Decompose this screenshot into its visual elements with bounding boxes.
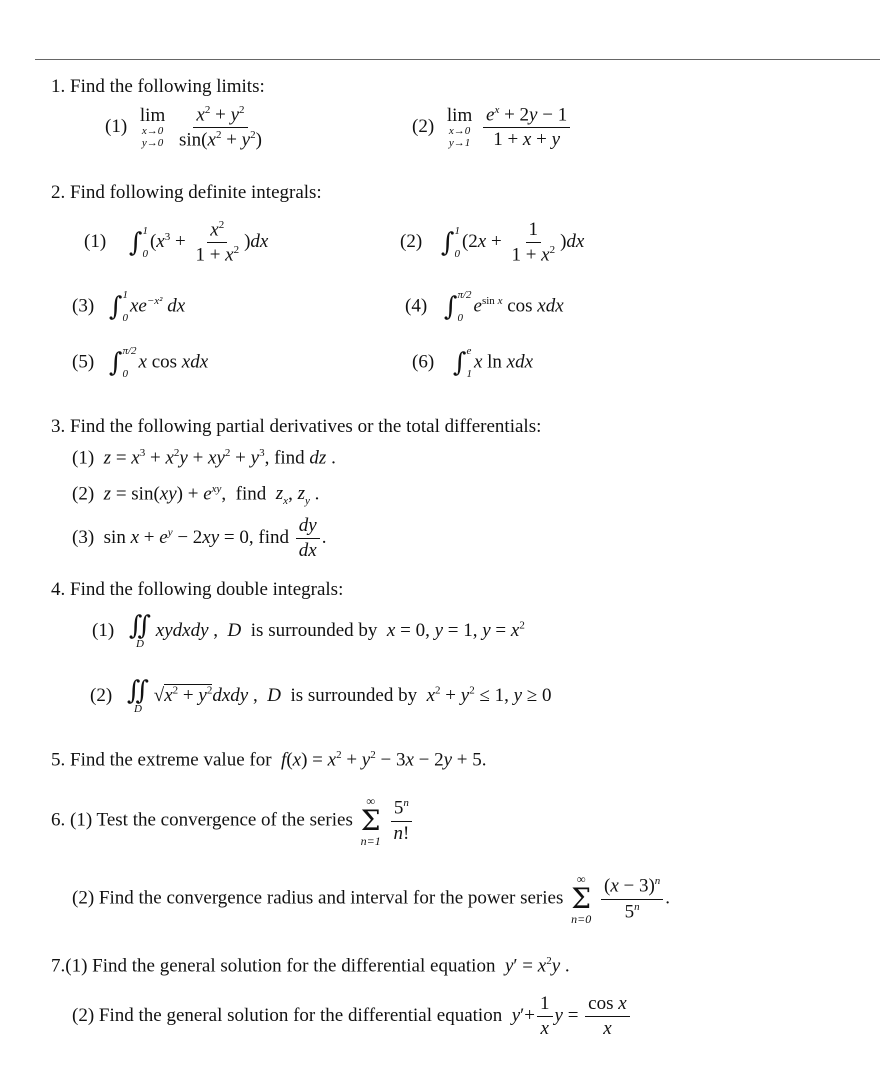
q2-part4: (4) ∫ π/2 0 $e^{sin x}$ cos xdx (405, 289, 564, 324)
q2-part2: (2) ∫ 1 0 (2x + $\frac{1}{1 + x^2}$ )dx (400, 219, 585, 266)
q3-part1: (1) $z = x^3 + x^2y + xy^2 + y^3$, find dz . (72, 447, 336, 469)
q4-p1-label: (1) (92, 619, 115, 641)
q2-p2-label: (2) (400, 230, 423, 252)
q1-part2 (412, 105, 572, 150)
q2-p5-label: (5) (72, 351, 95, 373)
lim-sub-x: x→0 (448, 125, 471, 137)
q5-title: 5. Find the extreme value for (51, 749, 272, 771)
q1-part1 (105, 105, 267, 151)
q3-p3-label: (3) (72, 526, 95, 548)
q4-part2: (2) ∬ D $√x^2$ + $y^2dxdy$ , D is surrounded by $x^2 + y^2 \le 1$, y ≥ 0 (90, 676, 552, 715)
q1-title: 1. Find the following limits: (51, 76, 265, 97)
q3-p1-label: (1) (72, 447, 95, 469)
q4-title: 4. Find the following double integrals: (51, 579, 344, 600)
q2-part5: (5) ∫ π/2 0 x cos xdx (72, 345, 209, 380)
q7-t1: 7.(1) Find the general solution for the differential equation (51, 955, 496, 977)
q2-p3-label: (3) (72, 295, 95, 317)
q1-p1-label: (1) (105, 116, 128, 138)
find-word: find (274, 447, 305, 469)
q1-p1-lim (140, 106, 165, 149)
q1-p2-fraction: $\frac{e^x + 2y - 1}{1 + x + y}$ (483, 105, 570, 150)
find-word: find (235, 483, 267, 505)
q6-t1: 6. (1) Test the convergence of the series (51, 809, 353, 831)
lim-sub-y: y→0 (141, 137, 164, 150)
lim-word: lim (446, 105, 473, 126)
q6-t2: (2) Find the convergence radius and interval for the power series (72, 887, 564, 909)
q6-part2: (2) Find the convergence radius and interval for the power series ∞ Σ n=0 $\frac{(x - 3)^n}{5^n}$ . (72, 872, 671, 926)
q2-p1-label: (1) (84, 231, 107, 253)
q2-title: 2. Find following definite integrals: (51, 182, 322, 203)
q2-part1: (1) ∫ 1 0 ($x^3$ + $\frac{x^2}{1 + x^2}$ )dx (84, 219, 269, 266)
surrounded-text: is surrounded by (290, 684, 418, 706)
q6-part1: 6. (1) Test the convergence of the series ∞ Σ n=1 $\frac{5^n}{n!}$ (51, 795, 414, 847)
surrounded-text: is surrounded by (250, 619, 378, 641)
q3-p2-label: (2) (72, 483, 95, 505)
q7-part1: 7.(1) Find the general solution for the differential equation $y' = x^2y$ . (51, 955, 570, 977)
q2-part6: (6) ∫ e 1 x ln xdx (412, 345, 534, 380)
lim-word: lim (139, 105, 166, 127)
q2-p6-label: (6) (412, 351, 435, 373)
q3-title: 3. Find the following partial derivatives or the total differentials: (51, 416, 542, 437)
q2-p4-label: (4) (405, 295, 428, 317)
top-rule (35, 59, 880, 60)
q1-p2-lim (447, 106, 472, 149)
q5: 5. Find the extreme value for $f(x) = x^2 + y^2 - 3x - 2y + 5$. (51, 749, 487, 771)
q4-part1: (1) ∬ D xydxdy , D is surrounded by x = 0, y = 1, $y = x^2$ (92, 611, 525, 650)
q1-p1-fraction: $\frac{x^2 + y^2}{\sin(x^2 + y^2)}$ (179, 104, 262, 151)
find-word: find (258, 526, 289, 548)
q3-part3: (3) $\sin x + e^y - 2xy = 0$, find $\frac{dy}{dx}$ . (72, 515, 327, 561)
q2-part3: (3) ∫ 1 0 $xe^{-x^2}$ dx (72, 289, 186, 324)
q3-part2: (2) $z = \sin(xy) + e^{xy}$, find $z_x$, $z_y$ . (72, 483, 320, 508)
q7-t2: (2) Find the general solution for the differential equation (72, 1004, 503, 1026)
lim-sub-y: y→1 (448, 137, 471, 150)
q1-p2-label: (2) (412, 115, 435, 137)
q4-p2-label: (2) (90, 684, 113, 706)
lim-sub-x: x→0 (141, 125, 164, 138)
q7-part2: (2) Find the general solution for the differential equation y′+ $\frac{1}{x}$ y = $\frac{\text{cos x}}{x}$ (72, 994, 632, 1039)
